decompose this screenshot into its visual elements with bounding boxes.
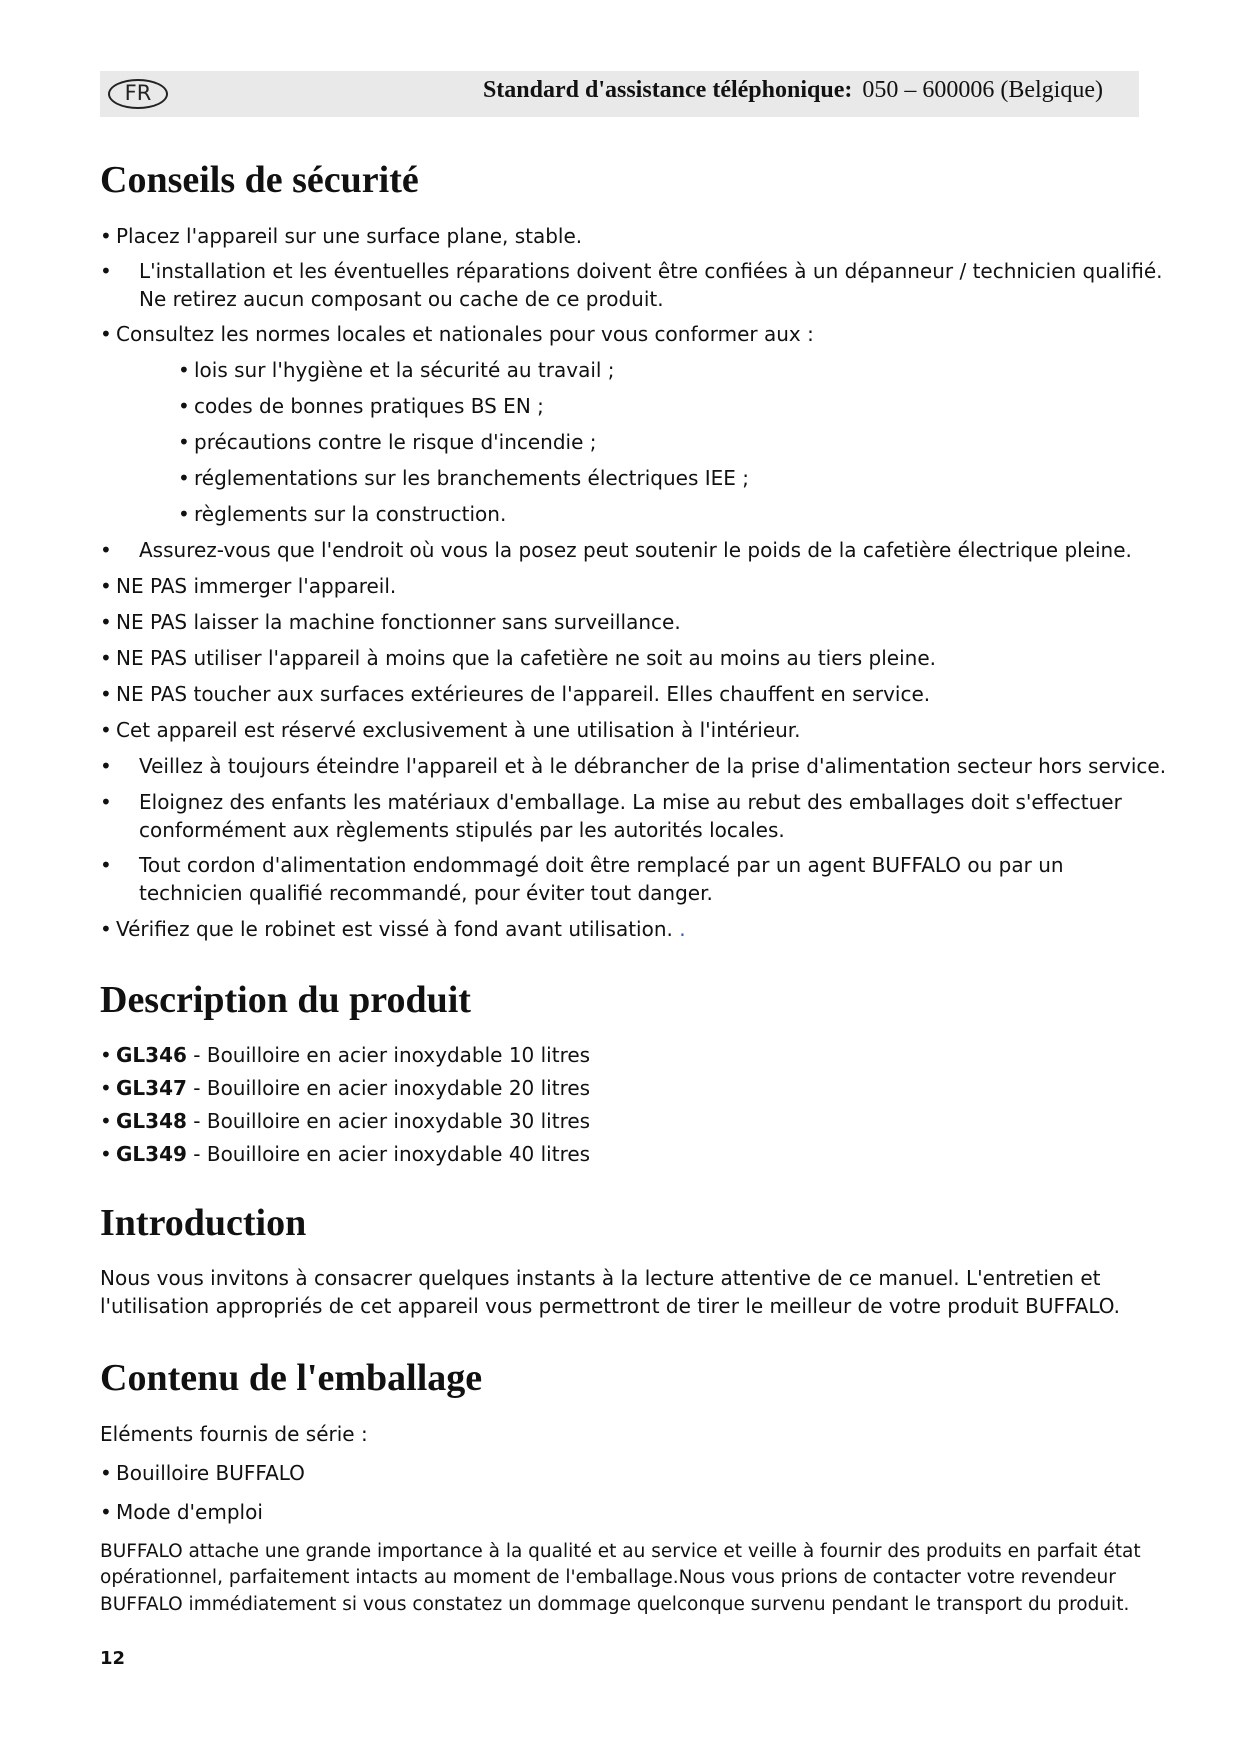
bullet: • bbox=[100, 322, 112, 346]
products-title: Description du produit bbox=[100, 979, 471, 1021]
language-badge: FR bbox=[108, 79, 168, 109]
intro-title: Introduction bbox=[100, 1202, 307, 1244]
bullet: • bbox=[100, 1043, 112, 1067]
safety-title: Conseils de sécurité bbox=[100, 159, 419, 201]
bullet: • bbox=[100, 1461, 112, 1485]
product-desc: - Bouilloire en acier inoxydable 20 litres bbox=[186, 1076, 591, 1100]
product-code: GL347 bbox=[116, 1076, 187, 1100]
hotline bbox=[483, 77, 1103, 104]
bullet: • bbox=[100, 1076, 112, 1100]
bullet: • bbox=[178, 430, 190, 454]
product-code: GL346 bbox=[116, 1043, 187, 1067]
bullet: • bbox=[100, 917, 112, 941]
header-bar bbox=[100, 71, 1139, 117]
page-number: 12 bbox=[100, 1648, 126, 1669]
bullet: • bbox=[178, 394, 190, 418]
hotline-number: 050 – 600006 (Belgique) bbox=[862, 77, 1103, 103]
bullet: • bbox=[100, 1109, 112, 1133]
bullet: • bbox=[178, 466, 190, 490]
bullet: • bbox=[100, 682, 112, 706]
contents-lead: Eléments fournis de série : bbox=[100, 1422, 368, 1446]
contents-note-line: BUFFALO attache une grande importance à la qualité et au service et veille à fournir des produits en parfait état bbox=[100, 1541, 1141, 1562]
product-desc: - Bouilloire en acier inoxydable 40 litres bbox=[186, 1142, 591, 1166]
intro-line: Nous vous invitons à consacrer quelques instants à la lecture attentive de ce manuel. L'entretien et bbox=[100, 1266, 1101, 1290]
bullet: • bbox=[100, 224, 112, 248]
hotline-label: Standard d'assistance téléphonique: bbox=[482, 77, 853, 103]
bullet: • bbox=[100, 790, 112, 814]
contents-title: Contenu de l'emballage bbox=[100, 1357, 483, 1399]
contents-note-line: opérationnel, parfaitement intacts au moment de l'emballage.Nous vous prions de contacter votre revendeur bbox=[100, 1567, 1116, 1588]
bullet: • bbox=[100, 646, 112, 670]
product-code: GL349 bbox=[116, 1142, 187, 1166]
product-desc: - Bouilloire en acier inoxydable 30 litres bbox=[186, 1109, 591, 1133]
bullet: • bbox=[100, 610, 112, 634]
bullet: • bbox=[100, 1500, 112, 1524]
product-code: GL348 bbox=[116, 1109, 187, 1133]
bullet: • bbox=[100, 1142, 112, 1166]
bullet: • bbox=[100, 538, 112, 562]
bullet: • bbox=[100, 718, 112, 742]
bullet: • bbox=[100, 259, 112, 283]
bullet: • bbox=[100, 754, 112, 778]
bullet: • bbox=[100, 853, 112, 877]
bullet: • bbox=[178, 502, 190, 526]
bullet: • bbox=[100, 574, 112, 598]
bullet: • bbox=[178, 358, 190, 382]
product-desc: - Bouilloire en acier inoxydable 10 litres bbox=[186, 1043, 591, 1067]
contents-note-line: BUFFALO immédiatement si vous constatez un dommage quelconque survenu pendant le transport du produit. bbox=[100, 1594, 1130, 1615]
intro-line: l'utilisation appropriés de cet appareil vous permettront de tirer le meilleur de votre produit BUFFALO. bbox=[100, 1294, 1121, 1318]
